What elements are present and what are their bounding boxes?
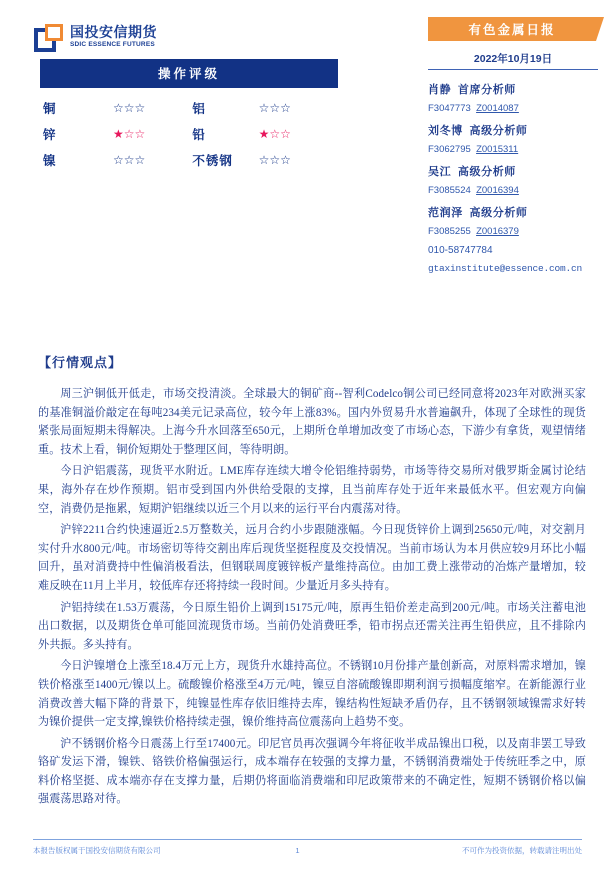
report-type-banner [428,17,596,41]
metal-name-stainless-steel: 不锈钢 [192,154,233,168]
contact-phone: 010-58747784 [428,245,493,256]
analyst-code: F3085524 [428,185,471,196]
rating-stars-nickel: ☆☆☆ [112,152,146,167]
analyst-list [428,81,598,274]
paragraph-stainless: 沪不锈钢价格今日震荡上行至17400元。印尼官员再次强调今年将征收半成品镍出口税，以及南非罢工导致铬矿发运下滑，镍铁、铬铁价格偏强运行，成本端存在较强的支撑力量，不锈钢消费端处于传统旺季之中，原料价格坚挺、成本端亦存在支撑力量，后期仍将面临消费端和印尼政策带来的不确定性，短期不锈钢价格以偏强震荡思路对待。 [38,737,586,806]
analyst-code: F3047773 [428,103,471,114]
rating-stars-aluminum: ☆☆☆ [258,100,291,115]
rating-stars-copper: ☆☆☆ [112,100,146,115]
document-footer [0,839,615,856]
analyst-code: F3085255 [428,226,471,237]
square-logo-icon [34,24,64,54]
section-heading-market-view: 【行情观点】 [38,355,123,370]
analyst-title: 首席分析师 [457,84,516,96]
analyst-license: Z0014087 [476,103,519,114]
rating-table-title: 操作评级 [40,59,338,88]
analyst-name-title [428,163,598,179]
analyst-codes [428,144,598,155]
list-item [428,163,598,196]
analyst-codes [428,103,598,114]
paragraph-lead: 沪铝持续在1.53万震荡，今日原生铅价上调到15175元/吨，原再生铅价差走高到200元/吨。市场关注蓄电池出口数据，以及期货仓单可能回流现货市场。当前仍处消费旺季，铅市拐点还需关注再生铅供应，且不排除内外共振。多头持有。 [38,601,586,651]
analyst-license: Z0016379 [476,226,519,237]
analyst-codes [428,185,598,196]
report-date: 2022年10月19日 [428,51,598,70]
analyst-license: Z0016394 [476,185,519,196]
company-logo [34,24,157,54]
metal-name-copper: 铜 [43,102,57,116]
footer-divider [33,839,582,840]
list-item [428,81,598,114]
metal-name-aluminum: 铝 [192,102,206,116]
analyst-title: 高级分析师 [469,125,528,137]
metal-name-nickel: 镍 [43,154,57,168]
analyst-license: Z0015311 [476,144,519,155]
report-body [38,352,586,812]
analyst-name: 范润泽 [428,207,463,219]
analyst-codes [428,226,598,237]
analyst-code: F3062795 [428,144,471,155]
report-meta-panel [428,17,598,274]
table-row [40,147,338,173]
table-row [40,121,338,147]
analyst-name-title [428,122,598,138]
document-header [0,0,615,274]
company-logo-text [70,24,157,49]
rating-stars-zinc: ★☆☆ [112,126,146,141]
company-name-cn: 国投安信期货 [70,24,157,40]
rating-stars-stainless-steel: ☆☆☆ [258,152,291,167]
paragraph-copper: 周三沪铜低开低走，市场交投清淡。全球最大的铜矿商--智利Codelco铜公司已经同意将2023年对欧洲买家的基准铜溢价敲定在每吨234美元记录高位，较今年上涨83%。国内外贸易升水普遍飙升，体现了全球性的现货紧张局面短期未得解决。上海今升水回落至650元，上期所仓单增加改变了市场心态，下游少有拿货，观望情绪重。技术上看，铜价短期处于整理区间，等待明朗。 [38,388,586,456]
paragraph-nickel: 今日沪镍增仓上涨至18.4万元上方，现货升水雄持高位。不锈钢10月份排产量创新高，对原料需求增加，镍铁价格涨至1400元/镍以上。硫酸镍价格涨至4万元/吨，镍豆自溶硫酸镍即期利润亏损幅度缩窄。在新能源行业消费改善大幅下降的背景下，纯镍显性库存依旧维持去库，镍结构性短缺矛盾仍存，且不锈钢领域镍需求好转为镍价提供一定支撑,镍铁价格持续走强，镍价维持高位震荡向上趋势不变。 [38,660,586,729]
rating-stars-lead: ★☆☆ [258,126,291,141]
analyst-name: 刘冬博 [428,125,463,137]
table-row [40,95,338,121]
analyst-name: 肖静 [428,84,452,96]
analyst-name: 吴江 [428,166,452,178]
metal-name-lead: 铅 [192,128,206,142]
contact-email[interactable]: gtaxinstitute@essence.com.cn [428,263,583,274]
analyst-name-title [428,81,598,97]
analyst-title: 高级分析师 [457,166,516,178]
footer-page-number: 1 [295,846,300,855]
rating-table-body [40,88,338,173]
footer-disclaimer: 不可作为投资依据，转载请注明出处 [462,846,582,855]
paragraph-aluminum: 今日沪铝震荡，现货平水附近。LME库存连续大增令伦铝维持弱势，市场等待交易所对俄罗斯金属讨论结果，海外存在炒作预期。铝市受到国内外供给受限的支撑，且当前库存处于近年来最低水平。但宏观方向偏空，消费仍是拖累，短期沪铝继续以近三个月以来的运行平台内震荡对待。 [38,465,586,515]
operation-rating-table [40,59,338,173]
report-type-label: 有色金属日报 [468,23,556,37]
analyst-title: 高级分析师 [469,207,528,219]
list-item [428,122,598,155]
list-item [428,204,598,237]
paragraph-zinc: 沪锌2211合约快速逼近2.5万整数关，远月合约小步跟随涨幅。今日现货锌价上调到25650元/吨，对交割月实付升水800元/吨。市场密切等待交割出库后现货坚挺程度及交投情况。当前市场认为本月供应较9月环比小幅回升，虽对消费持中性偏消极看法，但钢联周度镀锌板产量维持高位。由加工费上涨带动的冶炼产量增加，较难反映在11月上半月，较低库存还将持续一段时间。少量近月多头持有。 [38,524,586,592]
footer-copyright: 本报告版权属于国投安信期货有限公司 [33,846,161,855]
metal-name-zinc: 锌 [43,128,57,142]
company-name-en: SDIC ESSENCE FUTURES [70,41,155,48]
analyst-name-title [428,204,598,220]
